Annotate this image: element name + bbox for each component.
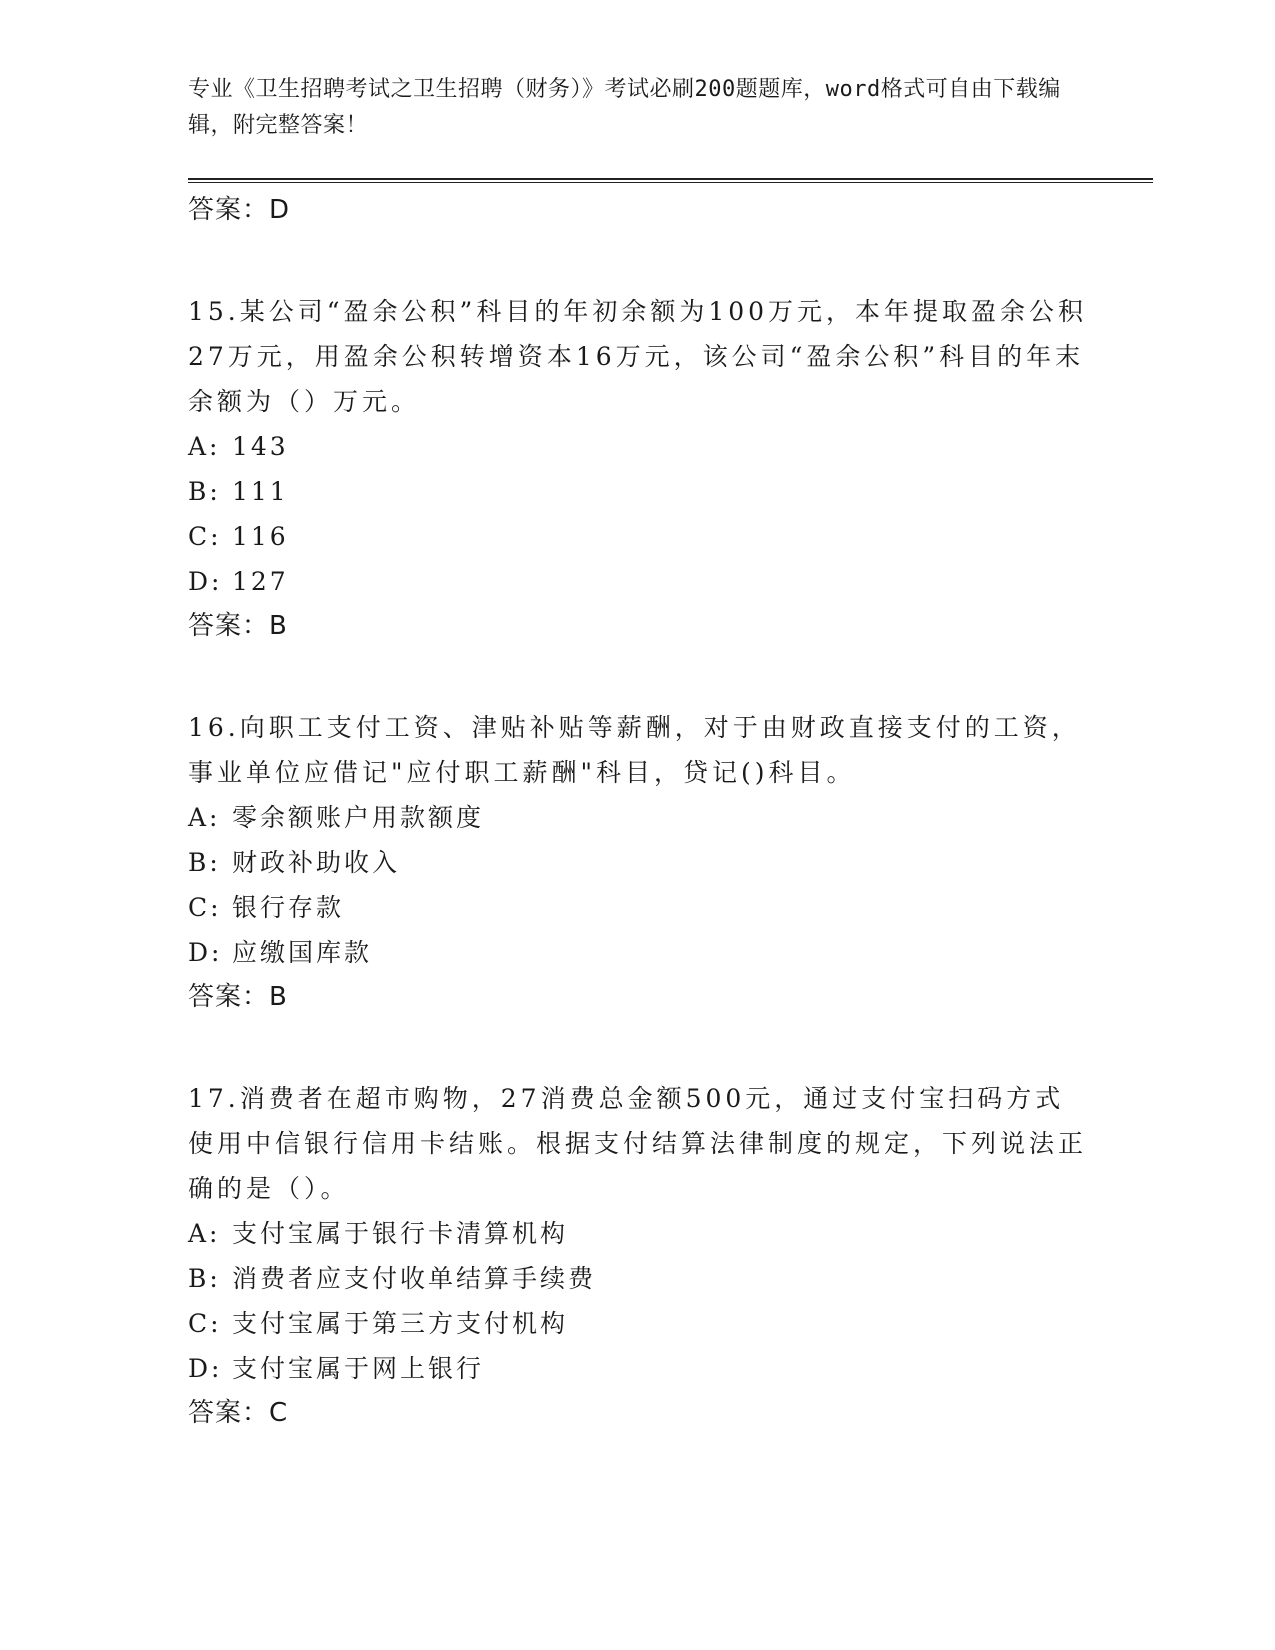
option-letter: D: bbox=[188, 567, 223, 596]
option-letter: C: bbox=[188, 893, 222, 922]
answer-label: 答案： bbox=[188, 982, 270, 1012]
question-15 bbox=[188, 289, 1088, 649]
answer-label: 答案： bbox=[188, 195, 270, 225]
question-17 bbox=[188, 1076, 1088, 1436]
option-letter: C: bbox=[188, 1309, 222, 1338]
answer-value: B bbox=[269, 982, 288, 1012]
answer-line bbox=[188, 975, 1088, 1020]
answer-label: 答案： bbox=[188, 611, 270, 641]
option-a bbox=[188, 1211, 1088, 1256]
option-text: 支付宝属于第三方支付机构 bbox=[232, 1309, 569, 1338]
option-c bbox=[188, 1301, 1088, 1346]
option-d bbox=[188, 559, 1088, 604]
option-text: 财政补助收入 bbox=[232, 848, 401, 877]
header-divider bbox=[188, 178, 1153, 183]
page-header bbox=[188, 72, 1068, 144]
option-text: 116 bbox=[232, 522, 289, 551]
option-text: 支付宝属于网上银行 bbox=[232, 1354, 485, 1383]
option-text: 消费者应支付收单结算手续费 bbox=[232, 1264, 597, 1293]
document-body bbox=[188, 188, 1088, 1436]
option-d bbox=[188, 930, 1088, 975]
question-text: 16.向职工支付工资、津贴补贴等薪酬，对于由财政直接支付的工资，事业单位应借记"应付职工薪酬"科目，贷记()科目。 bbox=[188, 713, 1081, 787]
option-a bbox=[188, 795, 1088, 840]
option-text: 143 bbox=[232, 432, 289, 461]
option-letter: C: bbox=[188, 522, 222, 551]
answer-line bbox=[188, 188, 1088, 233]
question-text: 17.消费者在超市购物，27消费总金额500元，通过支付宝扫码方式使用中信银行信用卡结账。根据支付结算法律制度的规定，下列说法正确的是（）。 bbox=[188, 1084, 1088, 1203]
option-letter: B: bbox=[188, 848, 221, 877]
answer-value: C bbox=[269, 1398, 289, 1428]
option-b bbox=[188, 469, 1088, 514]
option-c bbox=[188, 514, 1088, 559]
option-letter: D: bbox=[188, 1354, 223, 1383]
answer-value: B bbox=[269, 611, 288, 641]
option-text: 零余额账户用款额度 bbox=[232, 803, 485, 832]
answer-line bbox=[188, 604, 1088, 649]
answer-line bbox=[188, 1391, 1088, 1436]
option-text: 支付宝属于银行卡清算机构 bbox=[232, 1219, 569, 1248]
option-d bbox=[188, 1346, 1088, 1391]
question-16 bbox=[188, 705, 1088, 1020]
option-b bbox=[188, 1256, 1088, 1301]
option-letter: D: bbox=[188, 938, 223, 967]
option-c bbox=[188, 885, 1088, 930]
option-letter: A: bbox=[188, 803, 221, 832]
option-letter: A: bbox=[188, 1219, 221, 1248]
header-title: 专业《卫生招聘考试之卫生招聘（财务）》考试必刷200题题库，word格式可自由下载编辑，附完整答案！ bbox=[188, 77, 1061, 138]
answer-value: D bbox=[269, 195, 291, 225]
question-text: 15.某公司“盈余公积”科目的年初余额为100万元，本年提取盈余公积27万元，用盈余公积转增资本16万元，该公司“盈余公积”科目的年末余额为（）万元。 bbox=[188, 297, 1088, 416]
option-letter: B: bbox=[188, 1264, 221, 1293]
option-letter: A: bbox=[188, 432, 221, 461]
option-text: 应缴国库款 bbox=[232, 938, 373, 967]
option-text: 111 bbox=[232, 477, 289, 506]
option-b bbox=[188, 840, 1088, 885]
option-text: 127 bbox=[232, 567, 289, 596]
option-text: 银行存款 bbox=[232, 893, 345, 922]
answer-label: 答案： bbox=[188, 1398, 270, 1428]
option-letter: B: bbox=[188, 477, 221, 506]
option-a bbox=[188, 424, 1088, 469]
